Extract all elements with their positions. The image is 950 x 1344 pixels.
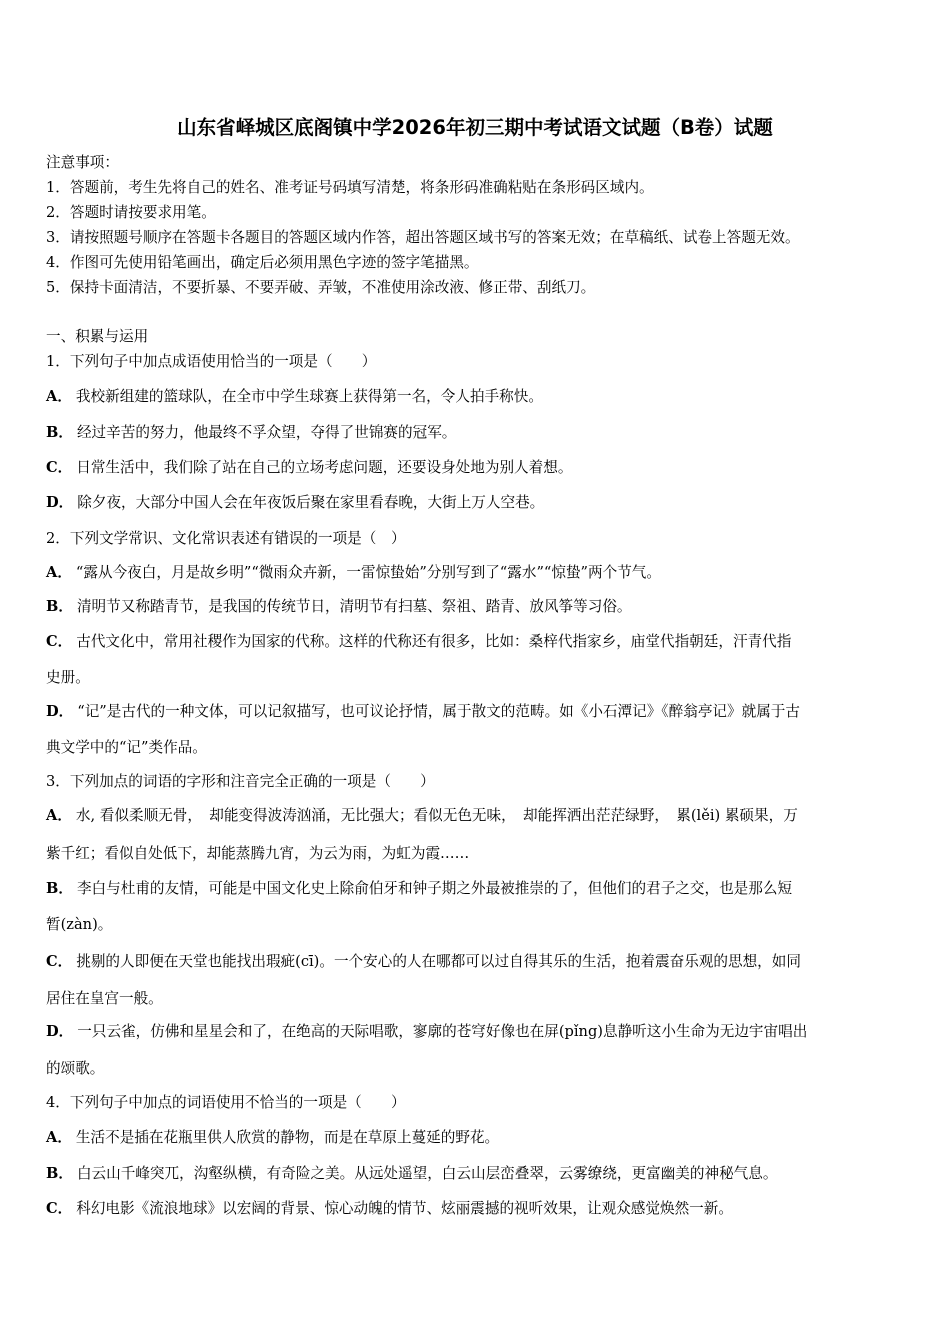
q3-option-b (46, 877, 792, 898)
option-text: 古代文化中，常用社稷作为国家的代称。这样的代称还有很多，比如：桑梓代指家乡，庙堂代指朝廷，汗青代指 (76, 633, 792, 650)
question-stem-2: 2．下列文学常识、文化常识表述有错误的一项是（ ） (46, 530, 406, 547)
q3-option-a (46, 804, 798, 825)
notice-item: 2．答题时请按要求用笔。 (46, 204, 216, 221)
option-label: A． (46, 388, 72, 405)
exam-title: 山东省峄城区底阁镇中学2026年初三期中考试语文试题（B卷）试题 (177, 116, 773, 139)
option-label: C． (46, 953, 73, 970)
option-text: 李白与杜甫的友情，可能是中国文化史上除俞伯牙和钟子期之外最被推崇的了，但他们的君子之交，也是那么短 (76, 880, 793, 897)
section-heading: 一、积累与运用 (46, 328, 149, 345)
option-label: C． (46, 633, 73, 650)
q3-option-c (46, 950, 801, 971)
question-stem-4: 4．下列句子中加点的词语使用不恰当的一项是（ ） (46, 1094, 406, 1111)
q1-option-a (46, 385, 543, 406)
q2-option-d (46, 700, 800, 721)
option-label: D． (46, 494, 74, 511)
option-label: A． (46, 564, 72, 581)
option-text: 清明节又称踏青节，是我国的传统节日，清明节有扫墓、祭祖、踏青、放风筝等习俗。 (76, 598, 632, 615)
q3-option-b-cont: 暂(zàn)。 (46, 916, 113, 933)
q2-option-c (46, 630, 791, 651)
option-label: B． (46, 880, 73, 897)
option-label: B． (46, 1165, 73, 1182)
option-text: 水, 看似柔顺无骨， 却能变得波涛汹涌，无比强大；看似无色无味， 却能挥洒出茫茫绿野， 累(lěi) 累硕果，万 (75, 807, 798, 824)
q1-option-d (46, 491, 544, 512)
option-label: B． (46, 424, 73, 441)
question-stem-3: 3．下列加点的词语的字形和注音完全正确的一项是（ ） (46, 773, 435, 790)
q1-option-b (46, 421, 456, 442)
option-text: 生活不是插在花瓶里供人欣赏的静物，而是在草原上蔓延的野花。 (75, 1129, 500, 1146)
option-text: 除夕夜，大部分中国人会在年夜饭后聚在家里看春晚，大街上万人空巷。 (77, 494, 545, 511)
q2-option-d-cont: 典文学中的“记”类作品。 (46, 739, 207, 756)
notice-heading: 注意事项： (46, 154, 119, 171)
option-label: D． (46, 703, 74, 720)
option-text: 一只云雀，仿佛和星星会和了，在绝高的天际唱歌，寥廓的苍穹好像也在屏(pǐng)息静听这小生命为无边宇宙唱出 (77, 1023, 808, 1040)
q2-option-a (46, 561, 661, 582)
option-label: A． (46, 807, 72, 824)
q3-option-c-cont: 居住在皇宫一般。 (46, 990, 163, 1007)
option-text: 挑剔的人即便在天堂也能找出瑕疵(cī)。一个安心的人在哪都可以过自得其乐的生活，抱着震奋乐观的思想，如同 (76, 953, 801, 970)
option-text: “露从今夜白，月是故乡明”“微雨众卉新，一雷惊蛰始”分别写到了“露水”“惊蛰”两个节气。 (75, 564, 661, 581)
q4-option-c (46, 1197, 733, 1218)
option-text: “记”是古代的一种文体，可以记叙描写，也可议论抒情，属于散文的范畴。如《小石潭记》《醉翁亭记》就属于古 (77, 703, 800, 720)
option-label: C． (46, 1200, 73, 1217)
option-label: A． (46, 1129, 72, 1146)
option-label: B． (46, 598, 73, 615)
q3-option-d (46, 1020, 807, 1041)
notice-item: 3．请按照题号顺序在答题卡各题目的答题区域内作答，超出答题区域书写的答案无效；在草稿纸、试卷上答题无效。 (46, 229, 800, 246)
option-text: 白云山千峰突兀，沟壑纵横，有奇险之美。从远处遥望，白云山层峦叠翠，云雾缭绕，更富幽美的神秘气息。 (76, 1165, 778, 1182)
q3-option-d-cont: 的颂歌。 (46, 1060, 105, 1077)
q3-option-a-cont: 紫千红；看似自处低下，却能蒸腾九宵，为云为雨，为虹为霞…… (46, 845, 470, 862)
option-text: 科幻电影《流浪地球》以宏阔的背景、惊心动魄的情节、炫丽震撼的视听效果，让观众感觉焕然一新。 (76, 1200, 733, 1217)
option-label: D． (46, 1023, 74, 1040)
option-text: 经过辛苦的努力，他最终不孚众望，夺得了世锦赛的冠军。 (76, 424, 457, 441)
q4-option-b (46, 1162, 777, 1183)
option-label: C． (46, 459, 73, 476)
question-stem-1: 1．下列句子中加点成语使用恰当的一项是（ ） (46, 353, 377, 370)
option-text: 我校新组建的篮球队，在全市中学生球赛上获得第一名，令人拍手称快。 (75, 388, 543, 405)
q2-option-b (46, 595, 632, 616)
q2-option-c-cont: 史册。 (46, 669, 90, 686)
notice-item: 5．保持卡面清洁，不要折暴、不要弄破、弄皱，不准使用涂改液、修正带、刮纸刀。 (46, 279, 596, 296)
q1-option-c (46, 456, 572, 477)
q4-option-a (46, 1126, 499, 1147)
option-text: 日常生活中，我们除了站在自己的立场考虑问题，还要设身处地为别人着想。 (76, 459, 573, 476)
notice-item: 1．答题前，考生先将自己的姓名、准考证号码填写清楚，将条形码准确粘贴在条形码区域内。 (46, 179, 654, 196)
notice-item: 4．作图可先使用铅笔画出，确定后必须用黑色字迹的签字笔描黑。 (46, 254, 479, 271)
